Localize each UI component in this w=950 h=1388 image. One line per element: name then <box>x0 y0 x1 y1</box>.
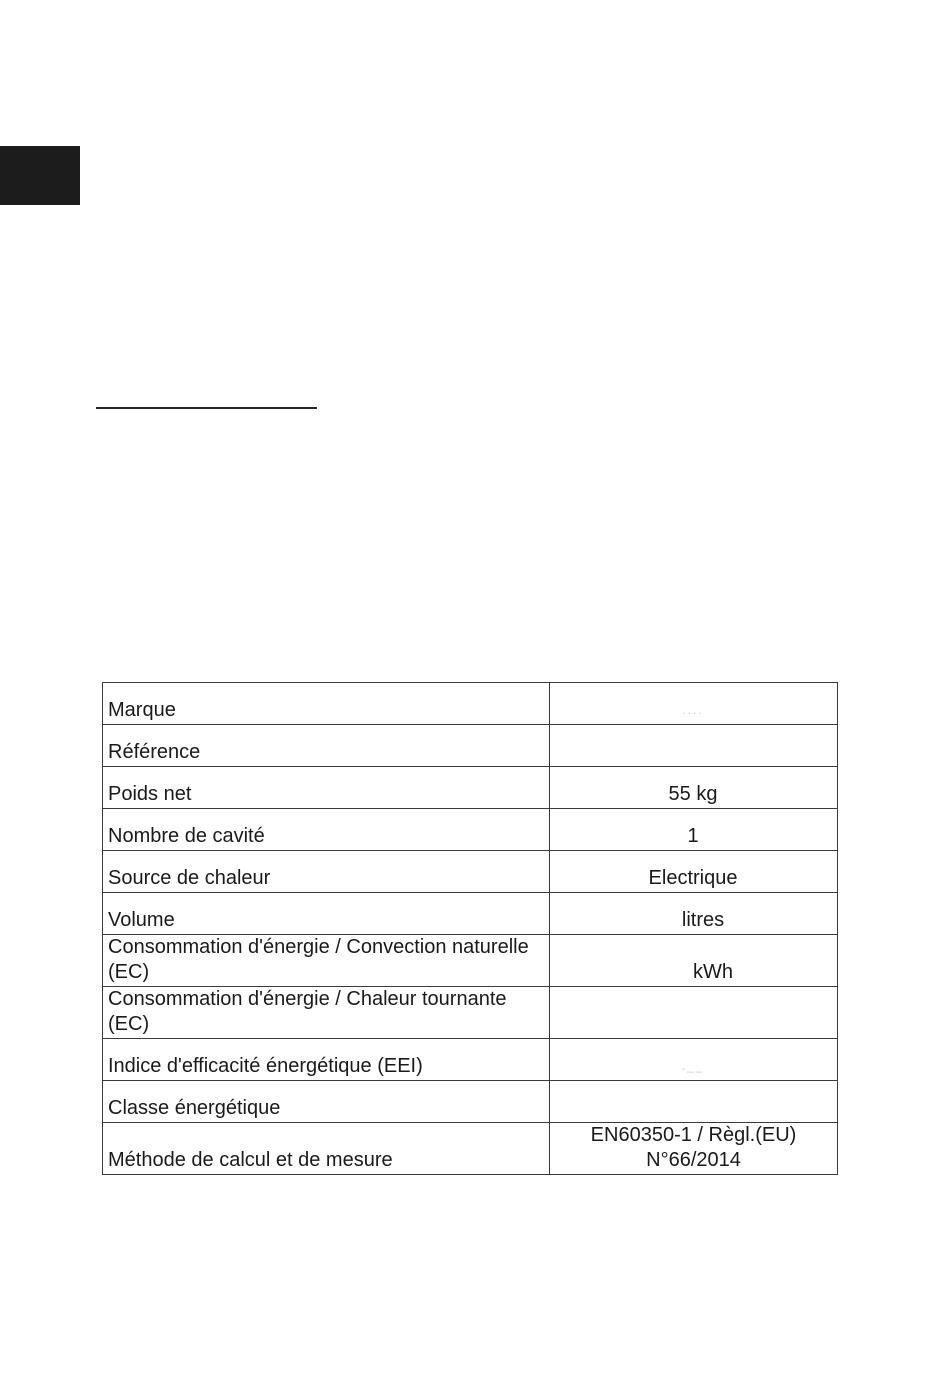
spec-value-energy-class <box>550 1081 838 1123</box>
spec-value-net-weight: 55 kg <box>550 767 838 809</box>
spec-label-energy-conventional: Consommation d'énergie / Convection naturelle (EC) <box>103 935 550 987</box>
table-row <box>103 683 838 725</box>
table-row <box>103 767 838 809</box>
spec-label-eei: Indice d'efficacité énergétique (EEI) <box>103 1039 550 1081</box>
table-row <box>103 935 838 987</box>
spec-value-energy-conventional-unit: kWh <box>693 961 733 983</box>
product-spec-table <box>102 682 838 1175</box>
spec-value-cavity-count: 1 <box>550 809 838 851</box>
table-row <box>103 1123 838 1175</box>
section-tab-marker <box>0 146 80 205</box>
spec-value-reference <box>550 725 838 767</box>
spec-label-energy-class: Classe énergétique <box>103 1081 550 1123</box>
table-row <box>103 893 838 935</box>
table-row <box>103 987 838 1039</box>
spec-value-heat-source: Electrique <box>550 851 838 893</box>
spec-value-calculation-method: EN60350-1 / Règl.(EU) N°66/2014 <box>550 1123 838 1175</box>
spec-label-cavity-count: Nombre de cavité <box>103 809 550 851</box>
spec-label-heat-source: Source de chaleur <box>103 851 550 893</box>
spec-value-eei: .__ <box>550 1039 838 1081</box>
spec-label-volume: Volume <box>103 893 550 935</box>
spec-value-energy-conventional <box>550 935 838 987</box>
spec-label-calculation-method: Méthode de calcul et de mesure <box>103 1123 550 1175</box>
spec-value-energy-fan <box>550 987 838 1039</box>
table-row <box>103 1039 838 1081</box>
table-row <box>103 809 838 851</box>
spec-label-brand: Marque <box>103 683 550 725</box>
spec-label-reference: Référence <box>103 725 550 767</box>
spec-label-energy-fan: Consommation d'énergie / Chaleur tournante (EC) <box>103 987 550 1039</box>
table-row <box>103 725 838 767</box>
spec-label-net-weight: Poids net <box>103 767 550 809</box>
section-heading-underline <box>96 407 317 409</box>
spec-value-brand: .... <box>550 683 838 725</box>
table-row <box>103 851 838 893</box>
spec-value-volume-unit: litres <box>681 909 725 931</box>
spec-value-volume <box>550 893 838 935</box>
table-row <box>103 1081 838 1123</box>
